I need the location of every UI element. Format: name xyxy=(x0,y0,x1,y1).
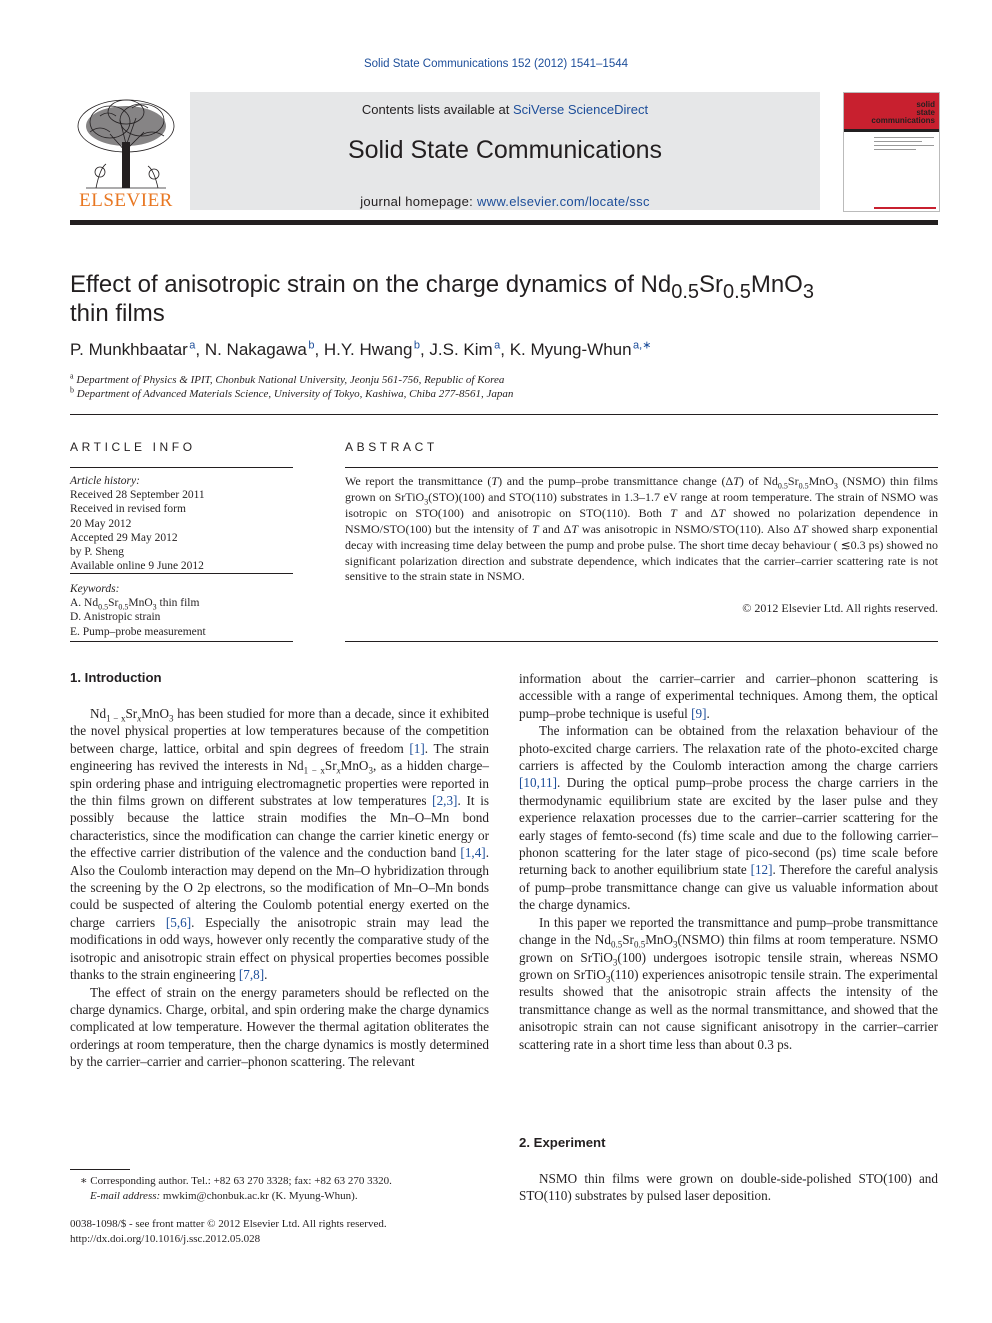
journal-title: Solid State Communications xyxy=(347,136,663,164)
citation-link[interactable]: [5,6] xyxy=(165,914,192,930)
elsevier-tree-icon xyxy=(70,92,182,190)
journal-banner xyxy=(190,92,820,210)
title-part: Effect of anisotropic strain on the charge dynamics of Nd xyxy=(70,271,672,298)
body-column-right xyxy=(519,670,938,1053)
citation-link[interactable]: [10,11] xyxy=(519,775,557,791)
title-sub: 3 xyxy=(802,280,814,303)
footnotes xyxy=(70,1174,489,1203)
history-item: Available online 9 June 2012 xyxy=(70,560,204,573)
doi-link[interactable]: http://dx.doi.org/10.1016/j.ssc.2012.05.028 xyxy=(70,1232,261,1245)
experiment-text xyxy=(519,1170,938,1205)
affiliations xyxy=(70,373,930,401)
paragraph: $Nd_{1 - x}Sr_xMnO_3$ has been studied for more than a decade, since it exhibited the novel physical properties at low temperatures because of the competition between charge, lattice, orbital and spin degrees of freedom [1]. The strain engineering has revived the interests in $Nd_{1 - x}Sr_xMnO_3$, as a hidden charge–spin ordering phase and intriguing electromagnetic properties were reported in the thin films grown on different substrates at low temperatures [2,3]. It is possibly because the lattice strain modifies the Mn–O–Mn bond characteristics, since the modification can change the carrier kinetic energy or the effective carrier distribution of the valence and the conduction band [1,4]. Also the Coulomb interaction may depend on the Mn–O hybridization through the screening by the O 2p electrons, so the modification of Mn–O–Mn bonds could be suspected of altering the Coulomb potential energy exerted on the charge carriers [5,6]. Especially the anisotropic strain may lead the modifications in odd ways, however only recently the comparative study of the isotropic and anisotropic strain effect on physical properties becomes possible thanks to the strain engineering [7,8]. xyxy=(70,706,489,983)
article-info-heading: ARTICLE INFO xyxy=(70,440,196,454)
author-name: N. Nakagawa xyxy=(204,340,307,359)
article-history xyxy=(70,474,293,573)
affiliation xyxy=(70,387,930,401)
keywords-label: Keywords: xyxy=(70,583,120,595)
citation-link[interactable]: [1] xyxy=(409,740,425,756)
citation-link[interactable]: [7,8] xyxy=(238,967,265,983)
abstract-text: We report the transmittance (T) and the pump–probe transmittance change (ΔT) of $Nd_{0.5}Sr_{0.5}MnO_3$ (NSMO) thin films grown on SrTiO$_3$(STO)(100) and STO(110) substrates in 1.3–1.7 eV range at room temperature. The strain of NSMO was isotropic on STO(100) and anisotropic on STO(110). Both T and ΔT showed no polarization dependence in NSMO/STO(100) but the intensity of T and ΔT was anisotropic in NSMO/STO(110). Also ΔT showed sharp exponential decay with increasing time delay between the pump and probe pulse. The short time decay behaviour ( ≲0.3 ps) showed no significant polarization direction and substrate dependence, which indicates that the carrier–carrier scattering rate is not sensitive to the strain state in NSMO. xyxy=(345,474,939,584)
author-aff-link[interactable]: b xyxy=(413,339,420,352)
paragraph: NSMO thin films were grown on double-side-polished STO(100) and STO(110) substrates by pulsed laser deposition. xyxy=(519,1171,938,1204)
paragraph: The information can be obtained from the relaxation behaviour of the photo-excited charge carriers. The relaxation rate of the photo-excited charge carriers is affected by the Coulomb interaction among the charge carriers [10,11]. During the optical pump–probe process the charge carriers in the thermodynamic equilibrium state are excited by the laser pulse and they experience relaxation processes due to the carrier–carrier scattering for the early stages of femto-second (fs) time scale and due to the following carrier–phonon scattering for the later stage of pico-second (ps) time scale before returning back to another equilibrium state [12]. Therefore the careful analysis of pump–probe transmittance change can give us valuable information about the charge dynamics. xyxy=(519,723,938,913)
divider xyxy=(70,414,938,415)
author xyxy=(205,340,315,359)
citation-link[interactable]: [1,4] xyxy=(460,845,486,861)
abstract-heading: ABSTRACT xyxy=(345,440,438,454)
paragraph: information about the carrier–carrier and carrier–phonon scattering is accessible with a range of experimental techniques. Among them, the optical pump–probe technique is useful [9]. xyxy=(519,671,938,721)
homepage-prefix: journal homepage: xyxy=(360,194,477,209)
affiliation-label: b xyxy=(70,385,74,395)
title-part: thin films xyxy=(70,300,165,327)
paragraph: The effect of strain on the energy parameters should be reflected on the charge dynamics. Charge, orbital, and spin ordering make the charge dynamics complicated at low temperature. However the thermal agitation obliterates the orderings at room temperature, then the charge dynamics is mostly determined by the carrier–carrier and carrier–phonon scattering. The relevant xyxy=(70,984,489,1070)
article-title xyxy=(70,270,930,328)
sciencedirect-link[interactable]: SciVerse ScienceDirect xyxy=(512,102,649,117)
affiliation-label: a xyxy=(70,371,74,381)
title-sub: 0.5 xyxy=(723,280,751,303)
divider xyxy=(70,573,293,574)
elsevier-logo xyxy=(70,92,182,212)
citation-link[interactable]: [2,3] xyxy=(432,793,458,809)
email-note: E-mail address: mwkim@chonbuk.ac.kr (K. Myung-Whun). xyxy=(90,1189,358,1202)
cover-title-line: state xyxy=(916,108,935,117)
history-item: 20 May 2012 xyxy=(70,517,132,530)
contents-prefix: Contents lists available at xyxy=(361,102,513,117)
issn-line: 0038-1098/$ - see front matter © 2012 Elsevier Ltd. All rights reserved. xyxy=(70,1218,387,1230)
title-part: Sr xyxy=(699,271,724,298)
author-name: P. Munkhbaatar xyxy=(70,340,188,359)
paragraph: In this paper we reported the transmittance and pump–probe transmittance change in the $Nd_{0.5}Sr_{0.5}MnO_3(NSMO)$ thin films at room temperature. NSMO grown on SrTiO$_3$(100) undergoes isotropic tensile strain, whereas NSMO grown on SrTiO$_3$(110) experiences anisotropic tensile strain. The experimental results showed that the anisotropic strain affects the intensity of the transmittance change as well as the normal transmittance, and showed that the anisotropic strain can not cause significant anisotropy in the carrier–carrier scattering rate in a short time less than about 0.3 ps. xyxy=(519,914,939,1052)
history-item: by P. Sheng xyxy=(70,546,124,559)
cover-stripe xyxy=(844,129,939,132)
email-link[interactable]: mwkim@chonbuk.ac.kr (K. Myung-Whun). xyxy=(160,1189,358,1202)
divider xyxy=(70,641,293,642)
keywords xyxy=(70,582,293,639)
elsevier-wordmark: ELSEVIER xyxy=(79,190,173,211)
author-aff-link[interactable]: b xyxy=(308,339,315,352)
author-name: J.S. Kim xyxy=(429,340,493,359)
author xyxy=(70,340,195,359)
corresponding-author-note: ∗ Corresponding author. Tel.: +82 63 270 3328; fax: +82 63 270 3320. xyxy=(80,1175,392,1187)
homepage-link[interactable]: www.elsevier.com/locate/ssc xyxy=(476,194,650,209)
header-rule xyxy=(70,220,938,225)
affiliation xyxy=(70,373,930,387)
cover-title-line: communications xyxy=(871,116,935,125)
author-aff-link[interactable]: a xyxy=(189,339,196,352)
author xyxy=(510,340,652,359)
keyword: E. Pump–probe measurement xyxy=(70,625,206,638)
title-sub: 0.5 xyxy=(671,280,700,303)
author xyxy=(324,340,420,359)
cover-title-line: solid xyxy=(916,100,935,109)
history-item: Received in revised form xyxy=(70,503,186,516)
author-name: H.Y. Hwang xyxy=(323,340,413,359)
author-aff-link[interactable]: a,∗ xyxy=(633,339,652,352)
section-heading-introduction: 1. Introduction xyxy=(70,670,162,685)
affiliation-text: Department of Physics & IPIT, Chonbuk National University, Jeonju 561-756, Republic of Korea xyxy=(76,374,505,386)
cover-lines xyxy=(874,137,934,153)
history-item: Received 28 September 2011 xyxy=(70,489,205,502)
page-footer xyxy=(70,1217,489,1246)
citation-link[interactable]: [12] xyxy=(750,862,773,878)
author-name: K. Myung-Whun xyxy=(509,340,632,359)
journal-citation[interactable]: Solid State Communications 152 (2012) 1541–1544 xyxy=(363,58,629,70)
journal-cover[interactable] xyxy=(843,92,940,212)
divider xyxy=(345,641,938,642)
homepage-line xyxy=(190,194,820,209)
section-heading-experiment: 2. Experiment xyxy=(519,1135,606,1150)
keyword: A. $Nd_{0.5}Sr_{0.5}MnO_3$ thin film xyxy=(70,597,200,612)
affiliation-text: Department of Advanced Materials Science, University of Tokyo, Kashiwa, Chiba 277-8561, Japan xyxy=(76,388,514,400)
body-column-left xyxy=(70,705,489,1071)
keyword: D. Anistropic strain xyxy=(70,611,161,624)
author-list: P. Munkhbaatar $^a$, N. Nakagawa $^b$, H.Y. Hwang $^b$, J.S. Kim $^a$, K. Myung-Whun $^{a,∗}$ xyxy=(70,339,652,359)
divider xyxy=(70,467,293,468)
history-label: Article history: xyxy=(70,475,140,487)
title-part: MnO xyxy=(750,271,803,298)
citation-link[interactable]: [9] xyxy=(691,705,707,721)
abstract-copyright: © 2012 Elsevier Ltd. All rights reserved. xyxy=(742,601,938,615)
divider xyxy=(345,467,938,468)
author-aff-link[interactable]: a xyxy=(494,339,501,352)
author xyxy=(429,340,500,359)
history-item: Accepted 29 May 2012 xyxy=(70,531,178,544)
cover-title xyxy=(871,101,935,125)
footnote-rule xyxy=(70,1169,130,1170)
contents-line xyxy=(190,102,820,117)
cover-bottom-band xyxy=(874,207,936,209)
